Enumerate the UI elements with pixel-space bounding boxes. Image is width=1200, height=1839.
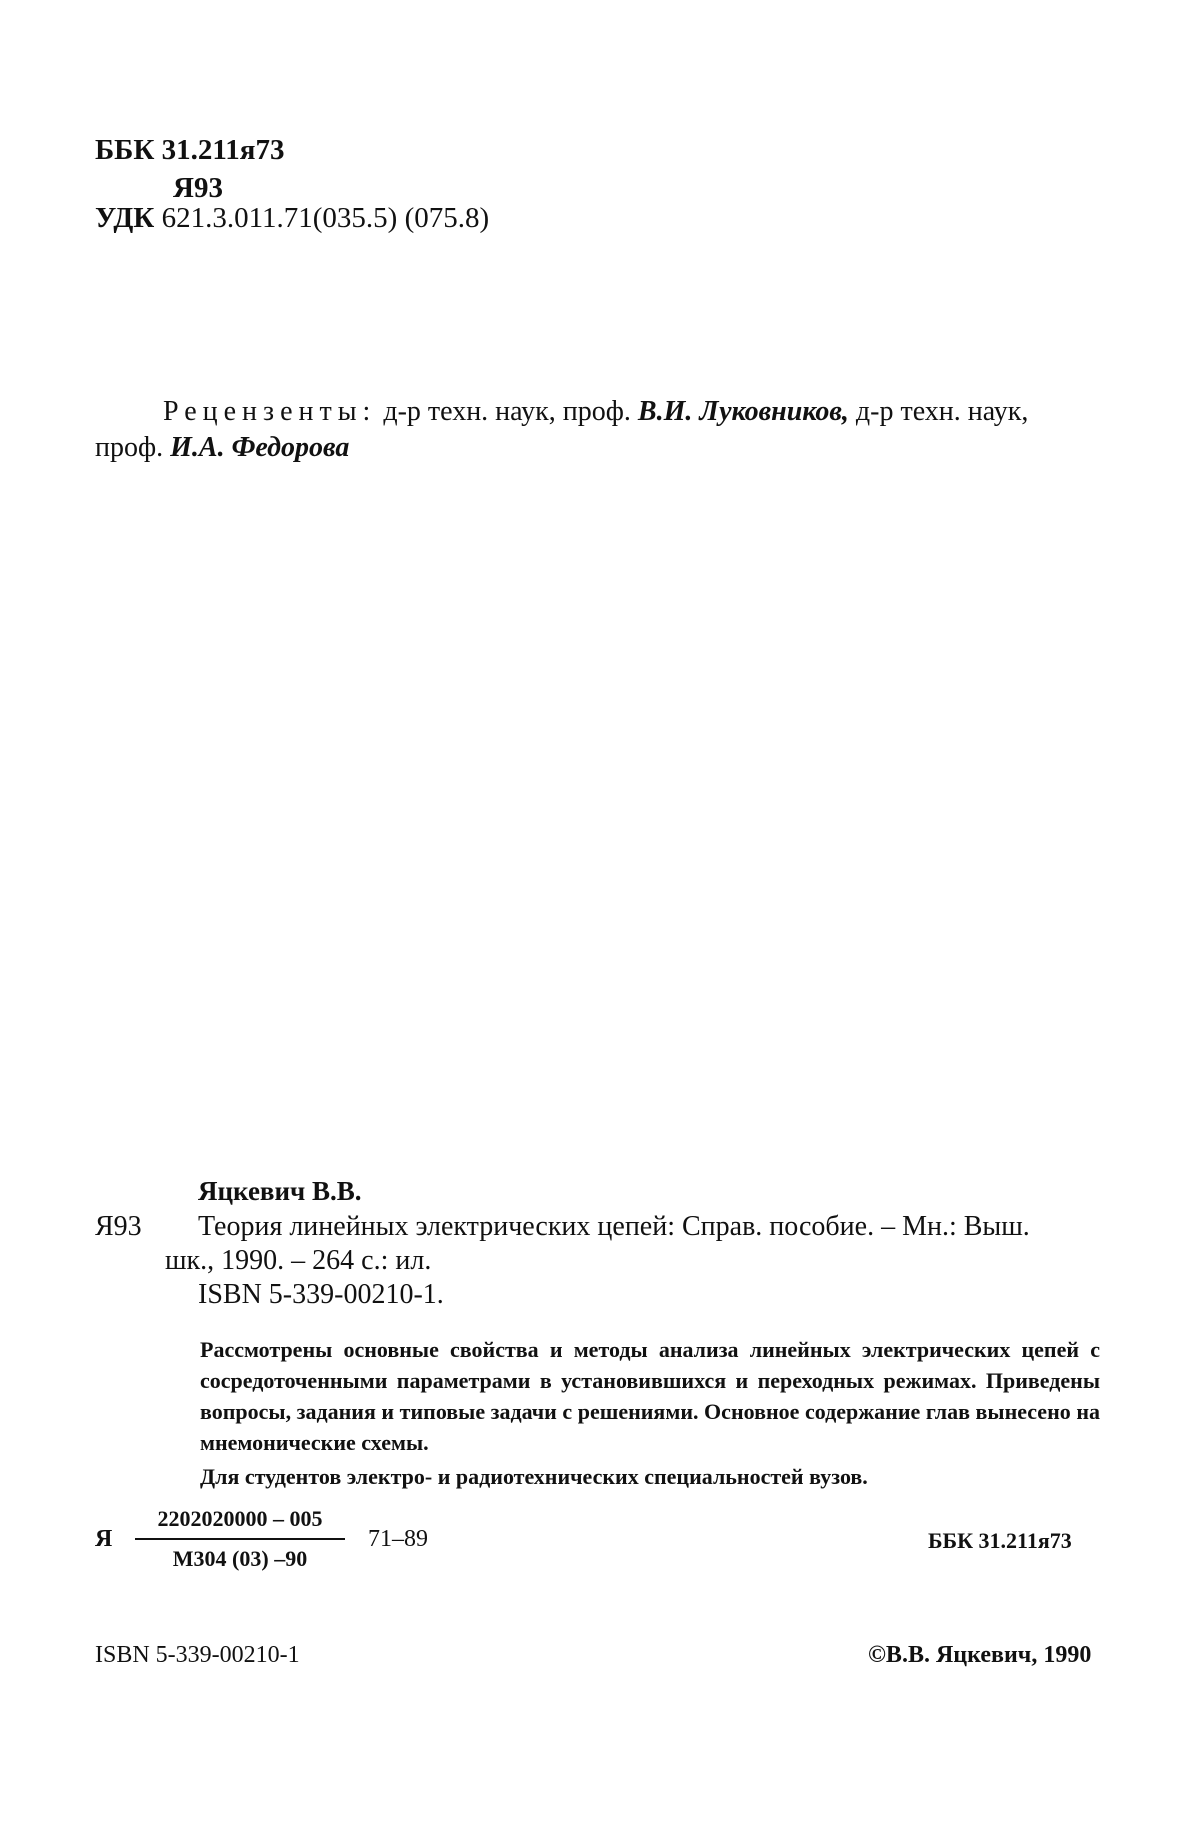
udk-label: УДК — [95, 202, 155, 234]
index-letter: Я — [95, 1526, 113, 1552]
annotation — [200, 1334, 1100, 1492]
reviewers-label: Рецензенты: — [163, 396, 377, 427]
bbk-code-top: ББК 31.211я73 — [95, 134, 285, 166]
bbk-code-bottom: ББК 31.211я73 — [928, 1528, 1072, 1553]
reviewers-line-1 — [163, 396, 1028, 428]
annotation-audience: Для студентов электро- и радиотехнических специальностей вузов. — [200, 1464, 868, 1489]
reviewer-2-title: проф. — [95, 432, 164, 463]
catalog-description-line-1: Теория линейных электрических цепей: Справ. пособие. – Мн.: Выш. — [198, 1211, 1030, 1242]
catalog-description-line-2: шк., 1990. – 264 с.: ил. — [165, 1245, 432, 1276]
copyright-notice: ©В.В. Яцкевич, 1990 — [868, 1642, 1092, 1668]
udk-line — [95, 202, 489, 235]
reviewer-1-credentials: д-р техн. наук, проф. — [383, 396, 631, 427]
index-fraction — [135, 1506, 345, 1572]
footer-isbn: ISBN 5-339-00210-1 — [95, 1642, 300, 1668]
udk-value: 621.3.011.71(035.5) (075.8) — [161, 202, 490, 234]
catalog-author: Яцкевич В.В. — [198, 1176, 362, 1206]
index-numerator: 2202020000 – 005 — [157, 1506, 323, 1531]
catalog-code: Я93 — [95, 1211, 142, 1242]
author-code-top: Я93 — [173, 172, 223, 204]
reviewer-2-credentials: д-р техн. наук, — [855, 396, 1029, 427]
fraction-bar — [135, 1538, 345, 1540]
reviewers-line-2 — [95, 432, 349, 464]
annotation-text: Рассмотрены основные свойства и методы анализа линейных электрических цепей с сосредоточенными параметрами в установившихся и переходных режимах. Приведены вопросы, задания и типовые задачи с решениями. Основное содержание глав вынесено на мнемонические схемы. — [200, 1337, 1100, 1455]
catalog-isbn: ISBN 5-339-00210-1. — [198, 1279, 444, 1310]
reviewer-1-name: В.И. Луковников, — [637, 396, 849, 427]
order-number: 71–89 — [368, 1526, 428, 1552]
reviewer-2-name: И.А. Федорова — [170, 432, 350, 463]
index-denominator: М304 (03) –90 — [172, 1546, 308, 1571]
